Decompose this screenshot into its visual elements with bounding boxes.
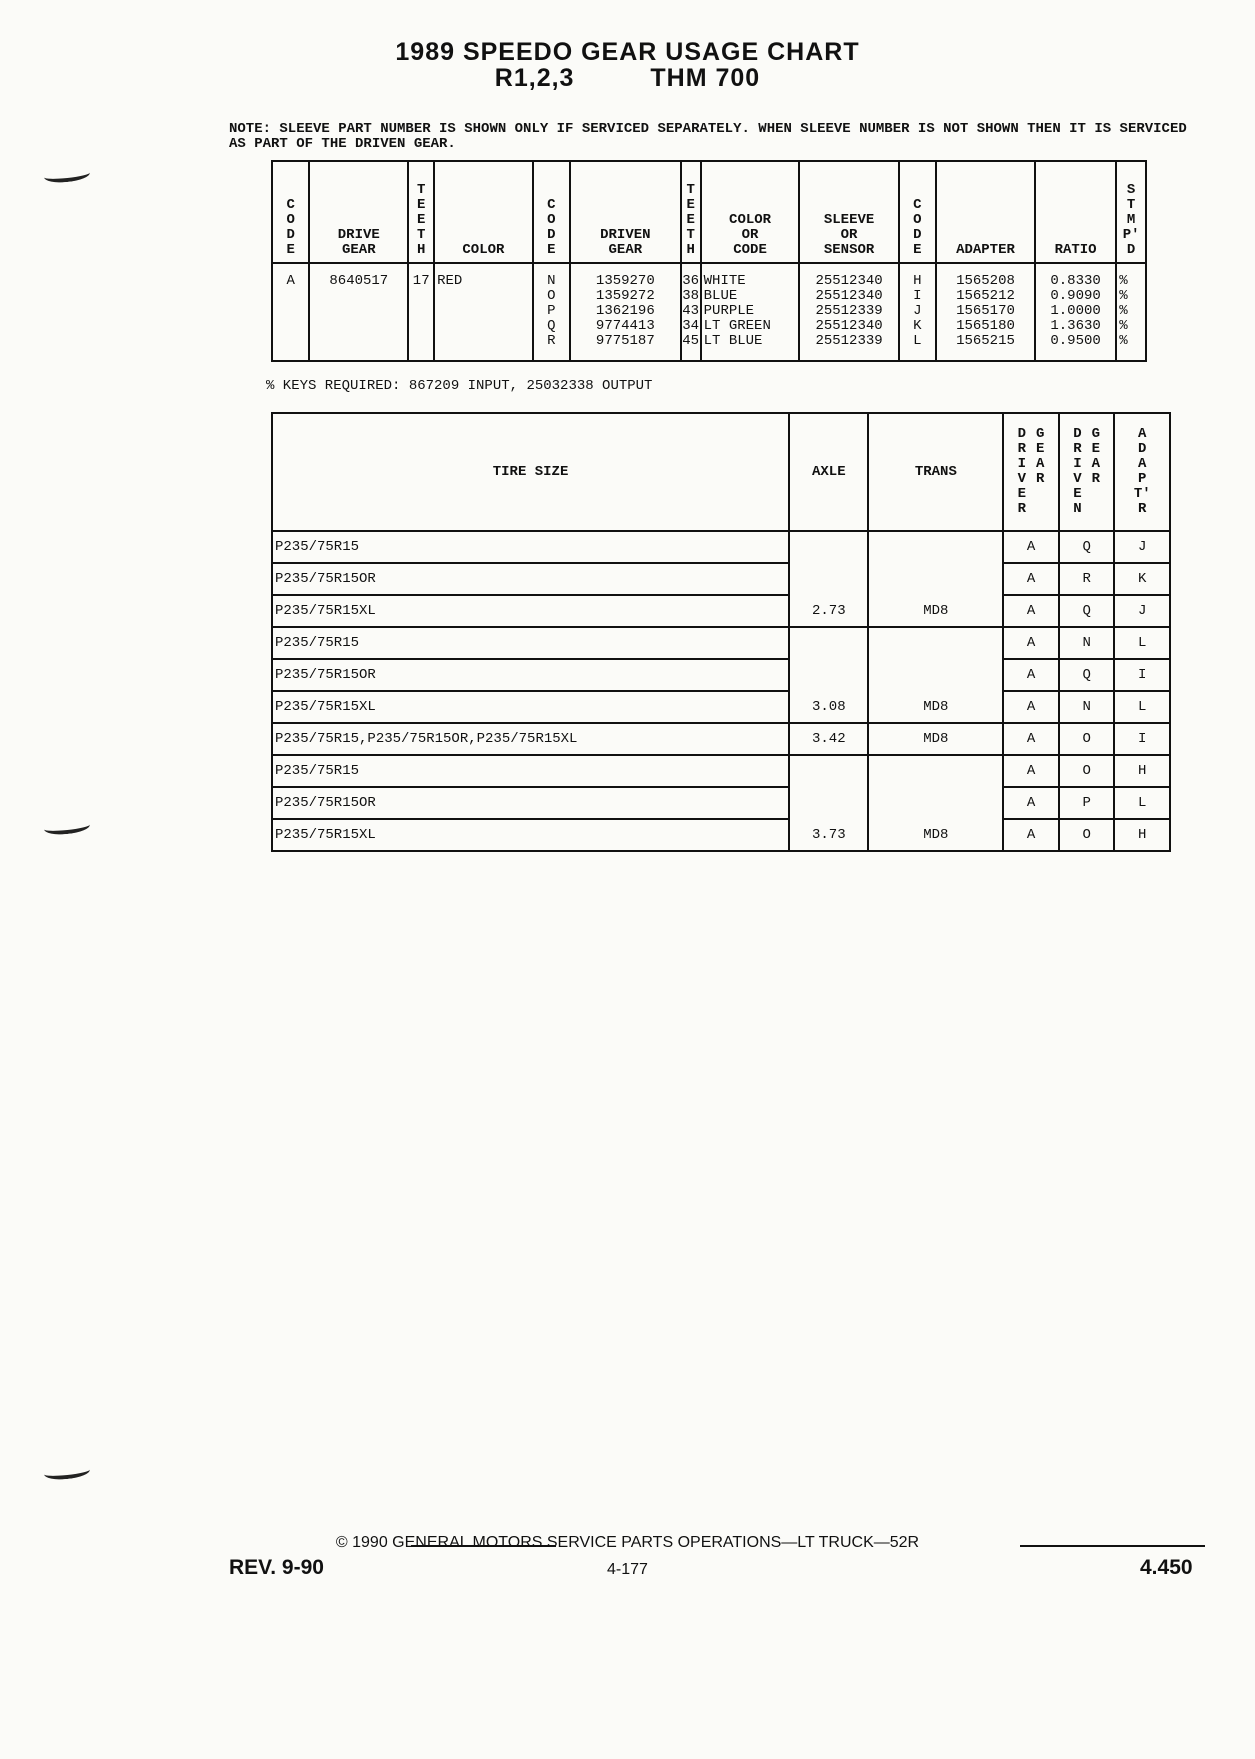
adapter-number: 1565208 (956, 273, 1015, 289)
trans-cell (868, 755, 1003, 787)
header-adapter-code (1114, 413, 1170, 531)
header-letter: R (1017, 501, 1027, 517)
header-letter: E (686, 197, 695, 213)
header-letter: A (1138, 456, 1147, 472)
sleeve-list (799, 263, 898, 361)
header-letter: E (686, 212, 695, 228)
driven-code-list (533, 263, 570, 361)
header-letter: G (1036, 426, 1045, 442)
header-letter: E (1091, 441, 1101, 457)
drive-teeth: 17 (408, 263, 434, 361)
driven-code: P (547, 303, 556, 319)
gear-table-header (272, 161, 1146, 263)
page-subtitle (0, 64, 1255, 93)
ratio-value: 1.3630 (1050, 318, 1101, 334)
driver-gear-cell: A (1003, 819, 1059, 851)
header-driven-gear (570, 161, 681, 263)
stmpd-mark: % (1119, 303, 1128, 319)
trans-cell: MD8 (868, 723, 1003, 755)
header-letter: V (1017, 471, 1027, 487)
driven-gear-cell: R (1059, 563, 1115, 595)
adapter-list (936, 263, 1035, 361)
adapter-cell: I (1114, 659, 1170, 691)
header-teeth-2 (681, 161, 701, 263)
header-letter: R (1091, 471, 1101, 487)
header-letter: I (1017, 456, 1027, 472)
stmpd-mark: % (1119, 318, 1128, 334)
header-adapter: ADAPTER (936, 161, 1035, 263)
driven-color: PURPLE (703, 303, 755, 319)
driven-gear-cell: N (1059, 627, 1115, 659)
header-letter: G (1091, 426, 1101, 442)
header-line: GEAR (341, 242, 376, 258)
header-letter: P' (1122, 227, 1140, 243)
axle-cell (789, 531, 868, 563)
tire-size-cell: P235/75R15OR (272, 563, 789, 595)
axle-cell: 3.73 (789, 819, 868, 851)
driven-gear: 1362196 (595, 303, 655, 319)
header-letter: E (913, 242, 922, 258)
driven-code: R (547, 333, 556, 349)
sleeve-number: 25512339 (815, 333, 883, 349)
header-line: SLEEVE (823, 212, 875, 228)
header-letter: D (286, 227, 295, 243)
header-line: COLOR (729, 212, 772, 228)
header-letter: N (1073, 501, 1082, 517)
driven-gear-cell: Q (1059, 659, 1115, 691)
driver-gear-cell: A (1003, 755, 1059, 787)
table-row (272, 627, 1170, 659)
table-row (272, 659, 1170, 691)
header-letter: S (1126, 182, 1136, 198)
header-teeth (408, 161, 434, 263)
driven-teeth: 43 (682, 303, 700, 319)
axle-cell (789, 627, 868, 659)
header-letter: T (417, 182, 426, 198)
driven-gear-cell: P (1059, 787, 1115, 819)
header-line: DRIVEN (600, 227, 651, 243)
table-row (272, 755, 1170, 787)
tire-size-cell: P235/75R15OR (272, 787, 789, 819)
ratio-value: 1.0000 (1050, 303, 1101, 319)
driver-gear-cell: A (1003, 627, 1059, 659)
tire-size-cell: P235/75R15,P235/75R15OR,P235/75R15XL (272, 723, 789, 755)
adapter-code: H (913, 273, 922, 289)
driven-color: BLUE (703, 288, 738, 304)
adapter-number: 1565212 (956, 288, 1015, 304)
header-letter: D (1126, 242, 1136, 258)
adapter-cell: L (1114, 691, 1170, 723)
tire-size-cell: P235/75R15 (272, 627, 789, 659)
header-letter: E (286, 242, 295, 258)
tire-size-table (271, 412, 1171, 852)
stmpd-mark: % (1119, 273, 1128, 289)
table-row (272, 691, 1170, 723)
driven-gear: 9775187 (595, 333, 655, 349)
trans-cell: MD8 (868, 691, 1003, 723)
header-stmpd (1116, 161, 1146, 263)
gear-table-body (272, 263, 1146, 361)
tire-size-cell: P235/75R15XL (272, 595, 789, 627)
driven-teeth: 34 (682, 318, 700, 334)
driven-color: LT BLUE (703, 333, 763, 349)
driven-color-list (701, 263, 800, 361)
header-drive-gear (309, 161, 408, 263)
keys-required-note: % KEYS REQUIRED: 867209 INPUT, 25032338 OUTPUT (266, 378, 653, 394)
axle-cell (789, 659, 868, 691)
adapter-cell: J (1114, 531, 1170, 563)
header-sleeve-or-sensor (799, 161, 898, 263)
header-letter: P (1138, 471, 1147, 487)
tire-size-cell: P235/75R15 (272, 531, 789, 563)
axle-cell: 2.73 (789, 595, 868, 627)
sleeve-number: 25512340 (815, 288, 883, 304)
header-driven-gear-code (1059, 413, 1115, 531)
trans-cell: MD8 (868, 595, 1003, 627)
header-letter: O (913, 212, 922, 228)
axle-cell: 3.42 (789, 723, 868, 755)
header-letter: C (913, 197, 922, 213)
header-letter: T (1126, 197, 1136, 213)
sleeve-number: 25512340 (815, 273, 883, 289)
header-code-2 (533, 161, 570, 263)
header-letter: T (686, 227, 695, 243)
drive-gear: 8640517 (309, 263, 408, 361)
adapter-code: L (913, 333, 922, 349)
header-color: COLOR (434, 161, 533, 263)
header-line: DRIVE (337, 227, 380, 243)
header-letter: H (686, 242, 695, 258)
table-row (272, 531, 1170, 563)
section-number: 4.450 (1140, 1556, 1193, 1579)
trans-cell (868, 787, 1003, 819)
header-letter: R (1138, 501, 1147, 517)
header-letter: A (1138, 426, 1147, 442)
header-letter: V (1073, 471, 1082, 487)
header-line: OR (741, 227, 759, 243)
driven-teeth: 36 (682, 273, 700, 289)
sleeve-number: 25512339 (815, 303, 883, 319)
driven-gear-cell: Q (1059, 531, 1115, 563)
stmpd-mark: % (1119, 333, 1128, 349)
driver-gear-cell: A (1003, 595, 1059, 627)
sleeve-number: 25512340 (815, 318, 883, 334)
axle-cell (789, 563, 868, 595)
header-letter: T' (1133, 486, 1151, 502)
header-letter: C (547, 197, 556, 213)
driven-gear-cell: O (1059, 755, 1115, 787)
driven-gear: 1359272 (595, 288, 655, 304)
tire-table-header (272, 413, 1170, 531)
adapter-cell: J (1114, 595, 1170, 627)
table-row (272, 819, 1170, 851)
header-letter: H (417, 242, 426, 258)
driven-color: WHITE (703, 273, 746, 289)
table-row (272, 563, 1170, 595)
axle-cell (789, 787, 868, 819)
driver-gear-cell: A (1003, 659, 1059, 691)
revision-label: REV. 9-90 (229, 1556, 324, 1579)
header-letter: O (547, 212, 556, 228)
driven-gear-cell: O (1059, 723, 1115, 755)
adapter-number: 1565170 (956, 303, 1015, 319)
header-letter: E (1073, 486, 1082, 502)
driver-gear-cell: A (1003, 723, 1059, 755)
driven-gear-cell: O (1059, 819, 1115, 851)
driven-teeth: 38 (682, 288, 700, 304)
subtitle-models: R1,2,3 (494, 64, 575, 92)
adapter-number: 1565215 (956, 333, 1015, 349)
axle-cell: 3.08 (789, 691, 868, 723)
adapter-code: K (913, 318, 922, 334)
driver-gear-cell: A (1003, 531, 1059, 563)
axle-cell (789, 755, 868, 787)
header-letter: R (1073, 441, 1082, 457)
header-letter: D (913, 227, 922, 243)
stmpd-list (1116, 263, 1146, 361)
tire-size-cell: P235/75R15 (272, 755, 789, 787)
ratio-value: 0.9500 (1050, 333, 1101, 349)
header-letter: D (1073, 426, 1082, 442)
header-tire-size: TIRE SIZE (272, 413, 789, 531)
header-letter: E (547, 242, 556, 258)
service-note: NOTE: SLEEVE PART NUMBER IS SHOWN ONLY IF SERVICED SEPARATELY. WHEN SLEEVE NUMBER IS NOT SHOWN THEN IT IS SERVICED AS PART OF THE DRIVEN GEAR. (229, 121, 1187, 152)
speedo-gear-table (271, 160, 1147, 362)
binder-hole-mark (43, 1463, 90, 1482)
header-code-3 (899, 161, 936, 263)
ratio-value: 0.8330 (1050, 273, 1101, 289)
header-letter: D (1017, 426, 1027, 442)
driven-gear: 9774413 (595, 318, 655, 334)
drive-code: A (272, 263, 309, 361)
header-letter: M (1126, 212, 1136, 228)
header-letter: O (286, 212, 295, 228)
binder-hole-mark (43, 818, 90, 837)
ratio-value: 0.9090 (1050, 288, 1101, 304)
adapter-code: I (913, 288, 922, 304)
header-letter: A (1091, 456, 1101, 472)
drive-color: RED (434, 263, 533, 361)
driven-gear-list (570, 263, 681, 361)
adapter-cell: H (1114, 755, 1170, 787)
header-letter: T (417, 227, 426, 243)
header-code (272, 161, 309, 263)
tire-size-cell: P235/75R15OR (272, 659, 789, 691)
tire-size-cell: P235/75R15XL (272, 819, 789, 851)
header-letter: R (1017, 441, 1027, 457)
header-letter: E (417, 212, 426, 228)
driver-gear-cell: A (1003, 563, 1059, 595)
driven-gear-cell: Q (1059, 595, 1115, 627)
header-line: GEAR (608, 242, 643, 258)
page-title: 1989 SPEEDO GEAR USAGE CHART (395, 38, 860, 66)
header-line: SENSOR (823, 242, 875, 258)
header-letter: D (547, 227, 556, 243)
stmpd-mark: % (1119, 288, 1128, 304)
header-line: CODE (733, 242, 767, 258)
trans-cell (868, 531, 1003, 563)
adapter-cell: K (1114, 563, 1170, 595)
header-color-or-code (701, 161, 800, 263)
copyright-line: © 1990 GENERAL MOTORS SERVICE PARTS OPERATIONS—LT TRUCK—52R (335, 1534, 920, 1551)
driver-gear-cell: A (1003, 691, 1059, 723)
adapter-number: 1565180 (956, 318, 1015, 334)
driven-code: Q (547, 318, 556, 334)
header-ratio: RATIO (1035, 161, 1116, 263)
driven-teeth-list (681, 263, 701, 361)
driver-gear-cell: A (1003, 787, 1059, 819)
table-row (272, 787, 1170, 819)
header-line: OR (840, 227, 858, 243)
trans-cell: MD8 (868, 819, 1003, 851)
page-number: 4-177 (607, 1561, 648, 1578)
adapter-code: J (913, 303, 922, 319)
adapter-cell: H (1114, 819, 1170, 851)
header-letter: E (1017, 486, 1027, 502)
driven-gear: 1359270 (595, 273, 655, 289)
tire-size-cell: P235/75R15XL (272, 691, 789, 723)
trans-cell (868, 627, 1003, 659)
binder-hole-mark (43, 166, 90, 185)
driven-code: N (547, 273, 556, 289)
trans-cell (868, 659, 1003, 691)
table-row (272, 723, 1170, 755)
header-driver-gear (1003, 413, 1059, 531)
header-letter: C (286, 197, 295, 213)
adapter-cell: L (1114, 787, 1170, 819)
header-letter: T (686, 182, 695, 198)
header-letter: E (1036, 441, 1045, 457)
driven-teeth: 45 (682, 333, 700, 349)
driven-gear-cell: N (1059, 691, 1115, 723)
adapter-code-list (899, 263, 936, 361)
ratio-list (1035, 263, 1116, 361)
subtitle-trans: THM 700 (650, 64, 761, 92)
trans-cell (868, 563, 1003, 595)
header-letter: I (1073, 456, 1082, 472)
header-letter: A (1036, 456, 1045, 472)
header-letter: R (1036, 471, 1045, 487)
adapter-cell: I (1114, 723, 1170, 755)
header-trans: TRANS (868, 413, 1003, 531)
adapter-cell: L (1114, 627, 1170, 659)
driven-code: O (547, 288, 556, 304)
header-axle: AXLE (789, 413, 868, 531)
driven-color: LT GREEN (703, 318, 771, 334)
table-row (272, 595, 1170, 627)
header-letter: E (417, 197, 426, 213)
header-letter: D (1138, 441, 1147, 457)
